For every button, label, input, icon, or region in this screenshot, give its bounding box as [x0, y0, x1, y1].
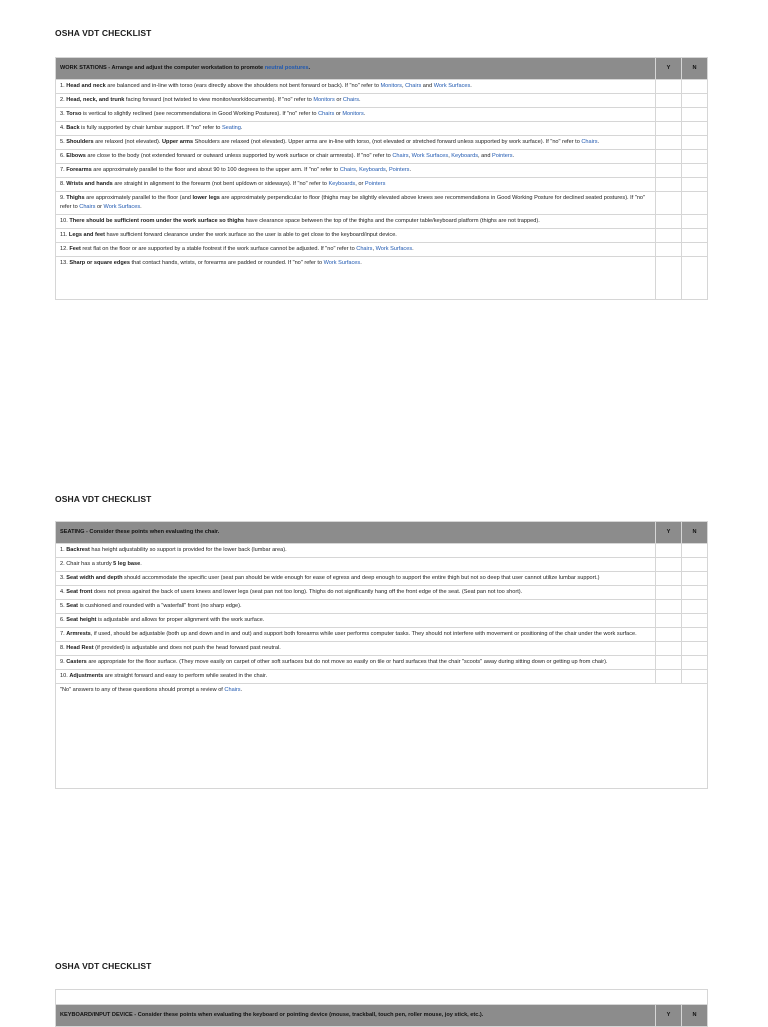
section3-top-border — [55, 989, 708, 1004]
answer-y-cell[interactable] — [656, 178, 682, 192]
answer-n-cell[interactable] — [682, 178, 708, 192]
reference-link[interactable]: Chairs — [405, 83, 422, 89]
column-y-header: Y — [656, 522, 682, 544]
reference-link[interactable]: Chairs — [318, 111, 335, 117]
answer-y-cell[interactable] — [656, 215, 682, 229]
answer-n-cell[interactable] — [682, 670, 708, 684]
checklist-question: 2. Chair has a sturdy 5 leg base. — [56, 558, 656, 572]
answer-y-cell[interactable] — [656, 243, 682, 257]
answer-n-cell[interactable] — [682, 572, 708, 586]
answer-n-cell[interactable] — [682, 614, 708, 628]
answer-y-cell[interactable] — [656, 600, 682, 614]
reference-link[interactable]: Work Surfaces — [103, 204, 141, 210]
bold-term: Seat front — [66, 589, 93, 595]
bold-term: Backrest — [66, 547, 90, 553]
bold-term: Thighs — [66, 195, 85, 201]
checklist-row — [56, 164, 708, 178]
checklist-row — [56, 229, 708, 243]
bold-term: Shoulders — [66, 139, 94, 145]
answer-y-cell[interactable] — [656, 192, 682, 215]
answer-n-cell[interactable] — [682, 215, 708, 229]
checklist-row — [56, 544, 708, 558]
table-header-row — [56, 58, 708, 80]
bold-term: Forearms — [66, 167, 92, 173]
reference-link[interactable]: Chairs — [342, 97, 360, 103]
answer-y-cell[interactable] — [656, 670, 682, 684]
reference-link[interactable]: Chairs — [581, 139, 598, 145]
checklist-question: 11. Legs and feet have sufficient forward clearance under the work surface so the user is able to get close to the keyboard/input device. — [56, 229, 656, 243]
checklist-row — [56, 136, 708, 150]
checklist-question: 8. Wrists and hands are straight in alignment to the forearm (not bent up/down or sideways). If "no" refer to Keyboards, or Pointers — [56, 178, 656, 192]
checklist-row — [56, 642, 708, 656]
reference-link[interactable]: Keyboards — [328, 181, 356, 187]
checklist-row — [56, 178, 708, 192]
answer-y-cell[interactable] — [656, 108, 682, 122]
answer-n-cell[interactable] — [682, 229, 708, 243]
checklist-question: 9. Thighs are approximately parallel to the floor (and lower legs are approximately perpendicular to floor (thighs may be slightly elevated above knees see recommendations in Good Working Posture for declined seated postures). If "no" refer to Chairs or Work Surfaces. — [56, 192, 656, 215]
checklist-question: 2. Head, neck, and trunk facing forward (not twisted to view monitor/work/documents). If "no" refer to Monitors or Chairs. — [56, 94, 656, 108]
reference-link[interactable]: Work Surfaces — [411, 153, 449, 159]
reference-link[interactable]: Pointers — [364, 181, 386, 187]
column-y-header: Y — [656, 58, 682, 80]
answer-n-cell[interactable] — [682, 243, 708, 257]
checklist-footer-note: "No" answers to any of these questions should prompt a review of Chairs. — [56, 684, 708, 789]
header-workstations: WORK STATIONS - Arrange and adjust the computer workstation to promote neutral postures. — [56, 58, 656, 80]
answer-n-cell[interactable] — [682, 628, 708, 642]
answer-n-cell[interactable] — [682, 558, 708, 572]
checklist-question: 4. Back is fully supported by chair lumbar support. If "no" refer to Seating. — [56, 122, 656, 136]
reference-link[interactable]: Pointers — [388, 167, 410, 173]
column-n-header: N — [682, 522, 708, 544]
answer-y-cell[interactable] — [656, 586, 682, 600]
workstation-checklist-table — [55, 57, 708, 300]
answer-n-cell[interactable] — [682, 600, 708, 614]
section1-title: OSHA VDT CHECKLIST — [55, 28, 152, 38]
checklist-row — [56, 586, 708, 600]
checklist-question: 1. Head and neck are balanced and in-line with torso (ears directly above the shoulders not bent forward or back). If "no" refer to Monitors, Chairs and Work Surfaces. — [56, 80, 656, 94]
answer-y-cell[interactable] — [656, 94, 682, 108]
checklist-row — [56, 243, 708, 257]
reference-link[interactable]: Keyboards — [359, 167, 386, 173]
checklist-row — [56, 150, 708, 164]
checklist-question: 7. Armrests, if used, should be adjustable (both up and down and in and out) and support both forearms while user performs computer tasks. They should not interfere with movement or positioning of the chair under the work surface. — [56, 628, 656, 642]
section2-title: OSHA VDT CHECKLIST — [55, 494, 152, 504]
bold-term: Elbows — [66, 153, 86, 159]
checklist-row — [56, 572, 708, 586]
answer-y-cell[interactable] — [656, 257, 682, 300]
checklist-question: 13. Sharp or square edges that contact hands, wrists, or forearms are padded or rounded. If "no" refer to Work Surfaces. — [56, 257, 656, 300]
answer-n-cell[interactable] — [682, 136, 708, 150]
answer-n-cell[interactable] — [682, 164, 708, 178]
checklist-row — [56, 192, 708, 215]
checklist-row — [56, 215, 708, 229]
answer-n-cell[interactable] — [682, 656, 708, 670]
answer-n-cell[interactable] — [682, 586, 708, 600]
answer-y-cell[interactable] — [656, 164, 682, 178]
reference-link[interactable]: Chairs — [79, 204, 96, 210]
bold-term: There should be sufficient room under the work surface so thighs — [69, 218, 245, 224]
bold-term: Seat height — [66, 617, 97, 623]
bold-term: Casters — [66, 659, 87, 665]
answer-n-cell[interactable] — [682, 94, 708, 108]
checklist-question: 8. Head Rest (if provided) is adjustable and does not push the head forward past neutral. — [56, 642, 656, 656]
column-n-header: N — [682, 1005, 708, 1027]
answer-y-cell[interactable] — [656, 136, 682, 150]
reference-link[interactable]: Monitors — [313, 97, 335, 103]
bold-term: Upper arms — [162, 139, 194, 145]
table-header-row — [56, 1005, 708, 1027]
checklist-row — [56, 614, 708, 628]
section3-title: OSHA VDT CHECKLIST — [55, 961, 152, 971]
answer-n-cell[interactable] — [682, 150, 708, 164]
bold-term: Torso — [66, 111, 82, 117]
reference-link[interactable]: Monitors — [380, 83, 402, 89]
bold-term: lower legs — [192, 195, 220, 201]
neutral-postures-link[interactable]: neutral postures — [264, 65, 309, 71]
header-keyboard: KEYBOARD/INPUT DEVICE - Consider these points when evaluating the keyboard or pointing device (mouse, trackball, touch pen, roller mouse, joy stick, etc.). — [56, 1005, 656, 1027]
answer-n-cell[interactable] — [682, 108, 708, 122]
checklist-row — [56, 122, 708, 136]
reference-link[interactable]: Chairs — [224, 687, 241, 693]
checklist-row — [56, 257, 708, 300]
bold-term: Feet — [69, 246, 81, 252]
checklist-row — [56, 600, 708, 614]
answer-n-cell[interactable] — [682, 122, 708, 136]
checklist-row — [56, 558, 708, 572]
checklist-question: 3. Seat width and depth should accommodate the specific user (seat pan should be wide enough for ease of egress and deep enough to support the entire thigh but not so deep that user cannot utilize lumbar support.) — [56, 572, 656, 586]
checklist-row — [56, 94, 708, 108]
checklist-question: 7. Forearms are approximately parallel to the floor and about 90 to 100 degrees to the upper arm. If "no" refer to Chairs, Keyboards, Pointers. — [56, 164, 656, 178]
reference-link[interactable]: Monitors — [342, 111, 364, 117]
answer-y-cell[interactable] — [656, 642, 682, 656]
header-seating: SEATING - Consider these points when evaluating the chair. — [56, 522, 656, 544]
reference-link[interactable]: Chairs — [339, 167, 356, 173]
answer-y-cell[interactable] — [656, 656, 682, 670]
answer-y-cell[interactable] — [656, 628, 682, 642]
reference-link[interactable]: Keyboards — [451, 153, 479, 159]
answer-y-cell[interactable] — [656, 572, 682, 586]
answer-n-cell[interactable] — [682, 80, 708, 94]
checklist-question: 1. Backrest has height adjustability so support is provided for the lower back (lumbar area). — [56, 544, 656, 558]
checklist-row — [56, 628, 708, 642]
checklist-question: 6. Seat height is adjustable and allows for proper alignment with the work surface. — [56, 614, 656, 628]
reference-link[interactable]: Work Surfaces — [375, 246, 413, 252]
answer-n-cell[interactable] — [682, 544, 708, 558]
column-y-header: Y — [656, 1005, 682, 1027]
bold-term: Head Rest — [66, 645, 94, 651]
bold-term: Wrists and hands — [66, 181, 113, 187]
answer-y-cell[interactable] — [656, 558, 682, 572]
column-n-header: N — [682, 58, 708, 80]
table-header-row — [56, 522, 708, 544]
reference-link[interactable]: Pointers — [492, 153, 513, 159]
bold-term: 5 leg base — [113, 561, 141, 567]
bold-term: Armrests — [66, 631, 91, 637]
checklist-row — [56, 656, 708, 670]
reference-link[interactable]: Seating — [221, 125, 241, 131]
reference-link[interactable]: Chairs — [356, 246, 373, 252]
answer-y-cell[interactable] — [656, 122, 682, 136]
bold-term: Legs and feet — [68, 232, 105, 238]
checklist-question: 4. Seat front does not press against the back of users knees and lower legs (seat pan not too long). Thighs do not significantly hang off the front edge of the seat. (Seat pan not too short). — [56, 586, 656, 600]
answer-y-cell[interactable] — [656, 544, 682, 558]
bold-term: Sharp or square edges — [69, 260, 130, 266]
bold-term: Back — [66, 125, 80, 131]
bold-term: Head and neck — [66, 83, 106, 89]
answer-y-cell[interactable] — [656, 614, 682, 628]
seating-checklist-table — [55, 521, 708, 789]
checklist-question: 10. Adjustments are straight forward and easy to perform while seated in the chair. — [56, 670, 656, 684]
reference-link[interactable]: Work Surfaces — [323, 260, 361, 266]
bold-term: Head, neck, and trunk — [66, 97, 125, 103]
checklist-row — [56, 108, 708, 122]
answer-y-cell[interactable] — [656, 150, 682, 164]
checklist-footer-row — [56, 684, 708, 789]
checklist-question: 6. Elbows are close to the body (not extended forward or outward unless supported by work surface or chair armrests). If "no" refer to Chairs, Work Surfaces, Keyboards, and Pointers. — [56, 150, 656, 164]
checklist-question: 9. Casters are appropriate for the floor surface. (They move easily on carpet of other soft surfaces but do not move so easily on tile or hard surfaces that the chair "scoots" away during sitting down or getting up from chair). — [56, 656, 656, 670]
checklist-question: 10. There should be sufficient room under the work surface so thighs have clearance space between the top of the thighs and the computer table/keyboard platform (thighs are not trapped). — [56, 215, 656, 229]
answer-y-cell[interactable] — [656, 229, 682, 243]
checklist-row — [56, 670, 708, 684]
bold-term: Seat width and depth — [66, 575, 123, 581]
answer-n-cell[interactable] — [682, 257, 708, 300]
bold-term: Seat — [66, 603, 79, 609]
checklist-question: 3. Torso is vertical to slightly reclined (see recommendations in Good Working Postures). If "no" refer to Chairs or Monitors. — [56, 108, 656, 122]
checklist-question: 12. Feet rest flat on the floor or are supported by a stable footrest if the work surface cannot be adjusted. If "no" refer to Chairs, Work Surfaces. — [56, 243, 656, 257]
reference-link[interactable]: Work Surfaces — [433, 83, 471, 89]
checklist-question: 5. Shoulders are relaxed (not elevated). Upper arms Shoulders are relaxed (not elevated). Upper arms are in-line with torso, (not elevated or stretched forward unless supported by work surface). If "no" refer to Chairs. — [56, 136, 656, 150]
answer-n-cell[interactable] — [682, 192, 708, 215]
answer-y-cell[interactable] — [656, 80, 682, 94]
checklist-row — [56, 80, 708, 94]
answer-n-cell[interactable] — [682, 642, 708, 656]
reference-link[interactable]: Chairs — [392, 153, 409, 159]
bold-term: Adjustments — [69, 673, 104, 679]
checklist-question: 5. Seat is cushioned and rounded with a "waterfall" front (no sharp edge). — [56, 600, 656, 614]
